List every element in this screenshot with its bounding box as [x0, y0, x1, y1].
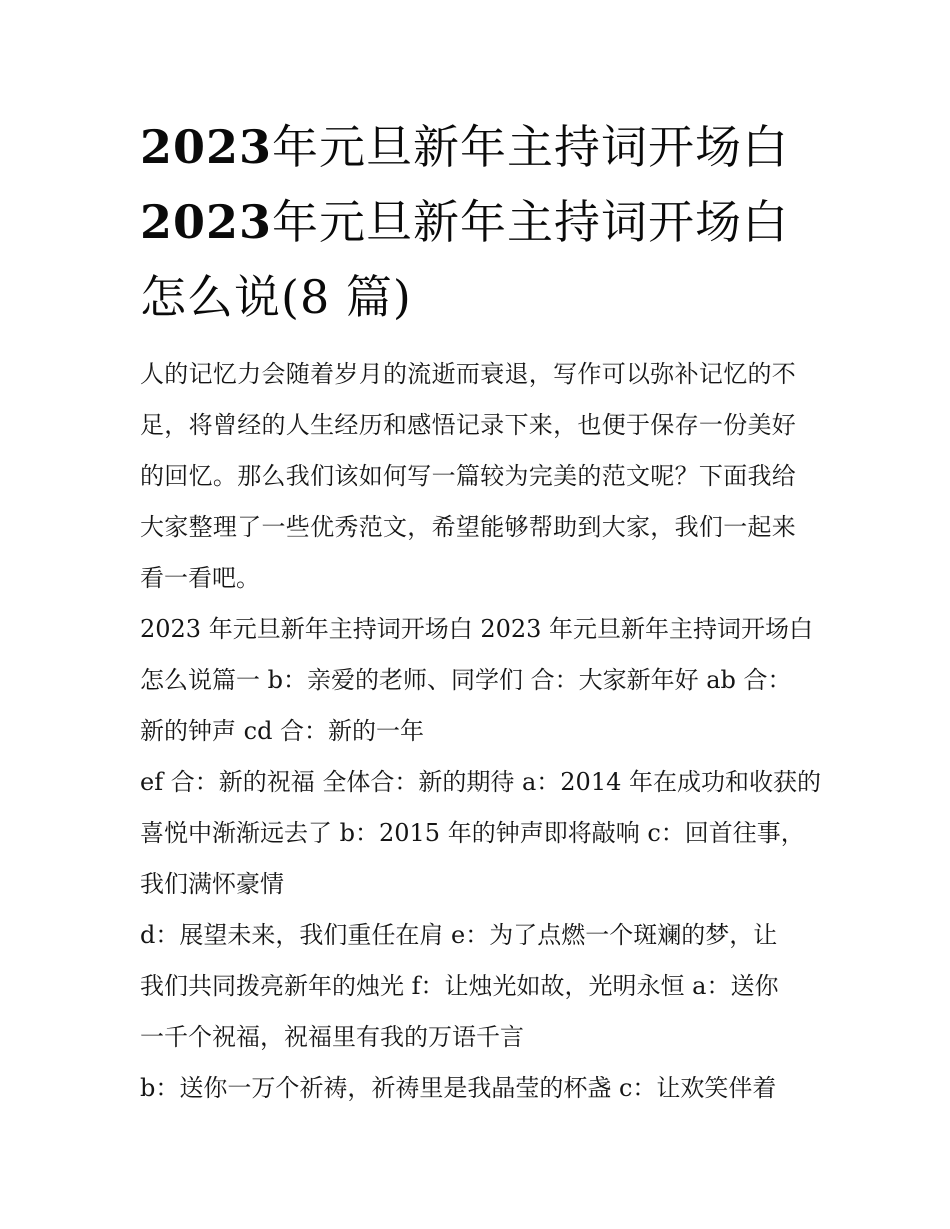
intro-line: 人的记忆力会随着岁月的流逝而衰退，写作可以弥补记忆的不: [140, 360, 797, 388]
body-line: 2023 年元旦新年主持词开场白 2023 年元旦新年主持词开场白: [140, 615, 814, 643]
body-line: d：展望未来，我们重任在肩 e：为了点燃一个斑斓的梦，让: [140, 921, 778, 949]
body-line: 怎么说篇一 b：亲爱的老师、同学们 合：大家新年好 ab 合：: [140, 666, 792, 694]
body-line: 一千个祝福，祝福里有我的万语千言: [140, 1023, 524, 1051]
title-line-3: 怎么说(8 篇): [140, 270, 412, 324]
body-line: 喜悦中渐渐远去了 b：2015 年的钟声即将敲响 c：回首往事，: [140, 819, 805, 847]
title-line-2: 2023年元旦新年主持词开场白: [140, 195, 790, 249]
intro-line: 足，将曾经的人生经历和感悟记录下来，也便于保存一份美好: [140, 411, 797, 439]
content-paragraph: [140, 604, 821, 1114]
intro-paragraph: [140, 349, 812, 604]
body-line: 我们共同拨亮新年的烛光 f：让烛光如故，光明永恒 a：送你: [140, 972, 779, 1000]
document-title: [140, 110, 812, 335]
body-line: ef 合：新的祝福 全体合：新的期待 a：2014 年在成功和收获的: [140, 768, 821, 796]
title-line-1: 2023年元旦新年主持词开场白: [140, 120, 790, 174]
document-body: [140, 349, 821, 1114]
body-line: 我们满怀豪情: [140, 870, 284, 898]
body-line: 新的钟声 cd 合：新的一年: [140, 717, 425, 745]
document-page: [140, 110, 821, 1114]
intro-line: 的回忆。那么我们该如何写一篇较为完美的范文呢？下面我给: [140, 462, 797, 490]
intro-line: 看一看吧。: [140, 564, 260, 592]
body-line: b：送你一万个祈祷，祈祷里是我晶莹的杯盏 c：让欢笑伴着: [140, 1074, 777, 1102]
intro-line: 大家整理了一些优秀范文，希望能够帮助到大家，我们一起来: [140, 513, 797, 541]
